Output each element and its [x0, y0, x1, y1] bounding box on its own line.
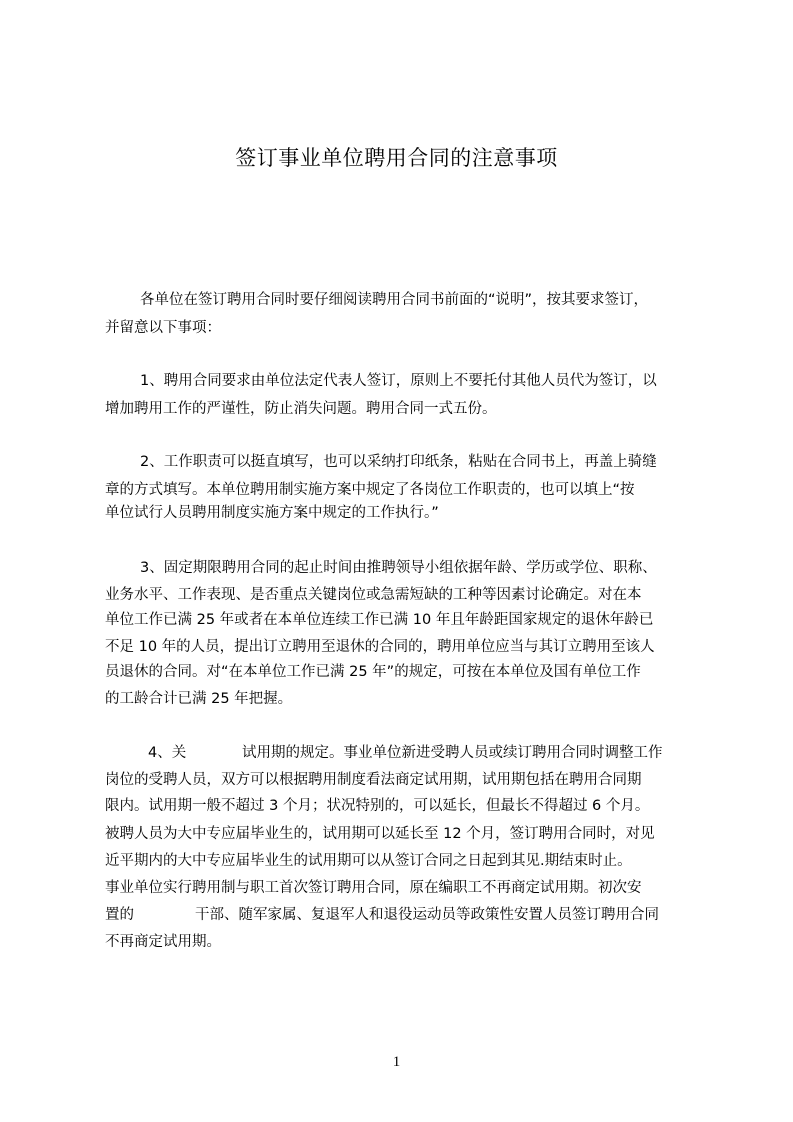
item3-line: 不足 10 年的人员，提出订立聘用至退休的合同的，聘用单位应当与其订立聘用至该人 — [105, 639, 655, 655]
item4-line: 试用期的规定。事业单位新进受聘人员或续订聘用合同时调整工作 — [242, 745, 663, 761]
item4-line: 不再商定试用期。 — [105, 934, 221, 950]
item1-line: 增加聘用工作的严谨性，防止消失问题。聘用合同一式五份。 — [105, 401, 497, 417]
item4-line: 4、关 — [148, 745, 187, 761]
item1-line: 1、聘用合同要求由单位法定代表人签订，原则上不要托付其他人员代为签订，以 — [140, 373, 657, 389]
item3-line: 业务水平、工作表现、是否重点关键岗位或急需短缺的工种等因素讨论确定。对在本 — [105, 587, 642, 603]
intro-line: 并留意以下事项： — [105, 320, 221, 336]
item3-line: 单位工作已满 25 年或者在本单位连续工作已满 10 年且年龄距国家规定的退休年龄已 — [105, 612, 654, 628]
item4-line: 干部、随军家属、复退军人和退役运动员等政策性安置人员签订聘用合同 — [195, 907, 659, 923]
item2-line: 章的方式填写。本单位聘用制实施方案中规定了各岗位工作职责的，也可以填上“按 — [105, 482, 635, 498]
item2-line: 2、工作职责可以挺直填写，也可以采纳打印纸条，粘贴在合同书上，再盖上骑缝 — [140, 454, 657, 470]
item4-line: 限内。试用期一般不超过 3 个月；状况特别的，可以延长，但最长不得超过 6 个月。 — [105, 798, 650, 814]
intro-line: 各单位在签订聘用合同时要仔细阅读聘用合同书前面的“说明”，按其要求签订， — [140, 292, 649, 308]
page-title: 签订事业单位聘用合同的注意事项 — [235, 146, 558, 170]
page-number: 1 — [392, 1054, 401, 1070]
item3-line: 3、固定期限聘用合同的起止时间由推聘领导小组依据年龄、学历或学位、职称、 — [140, 560, 657, 576]
item4-line: 置的 — [105, 907, 134, 923]
item4-line: 近平期内的大中专应届毕业生的试用期可以从签订合同之日起到其见.期结束时止。 — [105, 853, 632, 869]
item4-line: 岗位的受聘人员，双方可以根据聘用制度看法商定试用期，试用期包括在聘用合同期 — [105, 772, 642, 788]
item4-line: 事业单位实行聘用制与职工首次签订聘用合同，原在编职工不再商定试用期。初次安 — [105, 880, 642, 896]
item3-line: 的工龄合计已满 25 年把握。 — [105, 691, 293, 707]
item4-line: 被聘人员为大中专应届毕业生的，试用期可以延长至 12 个月，签订聘用合同时，对见 — [105, 826, 655, 842]
item3-line: 员退休的合同。对“在本单位工作已满 25 年”的规定，可按在本单位及国有单位工作 — [105, 664, 641, 680]
item2-line: 单位试行人员聘用制度实施方案中规定的工作执行。” — [105, 505, 439, 521]
